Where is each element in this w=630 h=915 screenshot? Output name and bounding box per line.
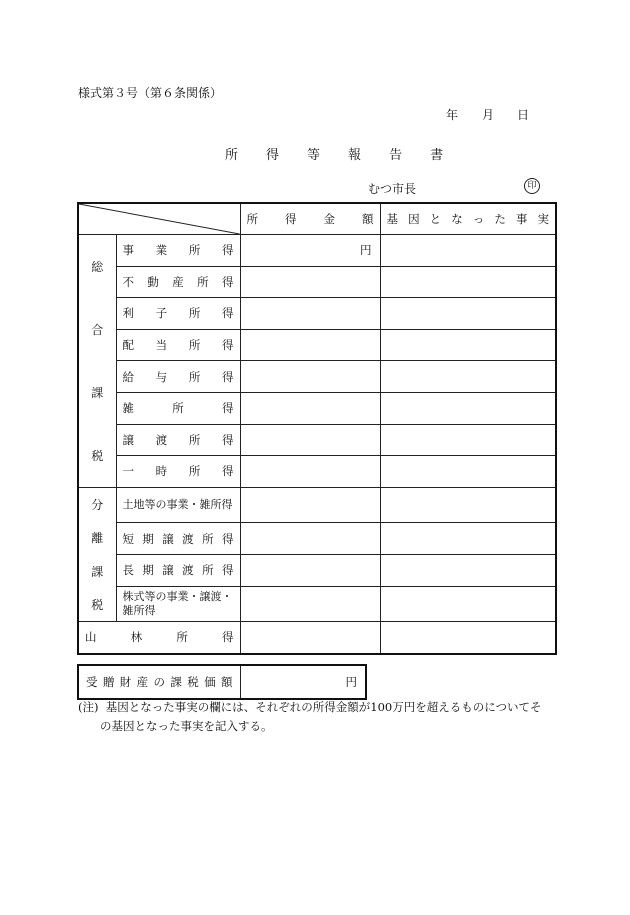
income-amount-cell[interactable] — [240, 487, 380, 523]
income-type-label: 給 与 所 得 — [116, 361, 240, 393]
income-type-label: 長 期 譲 渡 所 得 — [116, 554, 240, 586]
seal-mark: 印 — [524, 178, 540, 194]
reason-cell[interactable] — [380, 554, 556, 586]
table-row — [78, 554, 556, 586]
header-diagonal-cell — [78, 203, 240, 235]
form-number-label: 様式第３号（第６条関係） — [78, 86, 223, 100]
income-amount-cell[interactable] — [240, 298, 380, 330]
income-amount-cell[interactable] — [240, 329, 380, 361]
table-row — [78, 586, 556, 622]
gift-tax-label-cell — [78, 665, 240, 699]
income-type-label: 一 時 所 得 — [116, 456, 240, 488]
reason-cell[interactable] — [380, 586, 556, 622]
income-type-label: 短 期 譲 渡 所 得 — [116, 523, 240, 555]
income-amount-cell[interactable] — [240, 523, 380, 555]
footnote-line1: 基因となった事実の欄には、それぞれの所得金額が100万円を超えるものについてそ — [105, 700, 542, 714]
income-type-label: 株式等の事業・譲渡・雑所得 — [116, 586, 240, 622]
gift-tax-amount-cell[interactable]: 円 — [240, 665, 366, 699]
forest-reason-cell[interactable] — [380, 622, 556, 654]
table-row — [78, 523, 556, 555]
reason-cell[interactable] — [380, 266, 556, 298]
income-type-label: 雑 所 得 — [116, 392, 240, 424]
table-row — [78, 329, 556, 361]
income-type-label: 土地等の事業・雑所得 — [116, 487, 240, 523]
gift-tax-table — [77, 664, 367, 700]
income-amount-cell[interactable] — [240, 266, 380, 298]
table-row — [78, 456, 556, 488]
category-sogo-kazei: 総 合 課 税 — [78, 235, 116, 488]
income-type-label: 不 動 産 所 得 — [116, 266, 240, 298]
category-bunri-kazei: 分 離 課 税 — [78, 487, 116, 621]
income-amount-cell[interactable] — [240, 456, 380, 488]
table-row — [78, 266, 556, 298]
income-type-label: 事 業 所 得 — [116, 235, 240, 267]
reason-cell[interactable] — [380, 329, 556, 361]
date-day-label: 日 — [517, 108, 530, 122]
income-amount-cell[interactable] — [240, 392, 380, 424]
reason-cell[interactable] — [380, 523, 556, 555]
forest-income-label: 山 林 所 得 — [78, 622, 240, 654]
addressee: むつ市長 — [368, 182, 417, 196]
reason-cell[interactable] — [380, 392, 556, 424]
date-month-label: 月 — [482, 108, 495, 122]
reason-cell[interactable] — [380, 235, 556, 267]
gift-tax-label: 受 贈 財 産 の 課 税 価 額 — [86, 675, 233, 689]
income-amount-cell[interactable] — [240, 424, 380, 456]
income-type-label: 配 当 所 得 — [116, 329, 240, 361]
table-row — [78, 487, 556, 523]
reason-cell[interactable] — [380, 361, 556, 393]
header-reason: 基 因 と な っ た 事 実 — [380, 203, 556, 235]
income-amount-cell[interactable] — [240, 361, 380, 393]
income-report-table — [77, 202, 557, 655]
date-year-label: 年 — [446, 108, 459, 122]
footnote-line2: の基因となった事実を記入する。 — [100, 719, 273, 733]
table-row — [78, 235, 556, 267]
forest-amount-cell[interactable] — [240, 622, 380, 654]
reason-cell[interactable] — [380, 424, 556, 456]
income-type-label: 利 子 所 得 — [116, 298, 240, 330]
footnote-prefix: (注) — [78, 700, 99, 714]
reason-cell[interactable] — [380, 456, 556, 488]
income-amount-cell[interactable]: 円 — [240, 235, 380, 267]
reason-cell[interactable] — [380, 298, 556, 330]
document-title: 所 得 等 報 告 書 — [225, 148, 444, 163]
table-row — [78, 424, 556, 456]
footnote — [78, 698, 558, 736]
table-row — [78, 361, 556, 393]
table-row — [78, 622, 556, 654]
reason-cell[interactable] — [380, 487, 556, 523]
header-amount: 所 得 金 額 — [240, 203, 380, 235]
income-amount-cell[interactable] — [240, 554, 380, 586]
table-row — [78, 392, 556, 424]
table-row — [78, 298, 556, 330]
income-type-label: 譲 渡 所 得 — [116, 424, 240, 456]
income-amount-cell[interactable] — [240, 586, 380, 622]
